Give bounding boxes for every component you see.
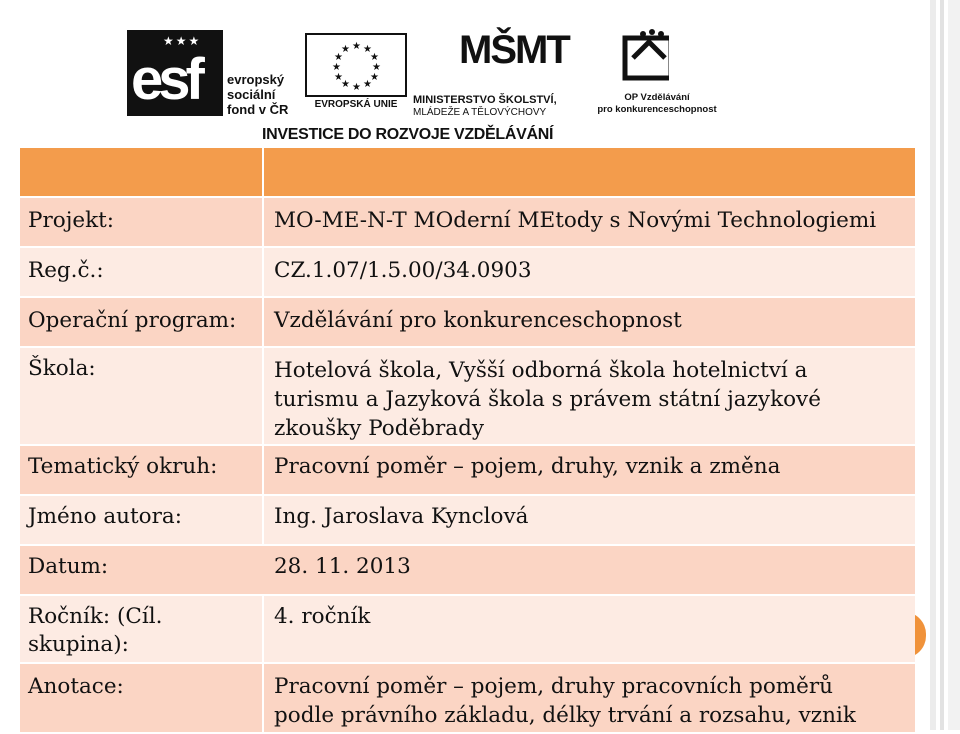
- table-row: [20, 664, 915, 734]
- investice-slogan: INVESTICE DO ROZVOJE VZDĚLÁVÁNÍ: [262, 126, 554, 143]
- table-row: [20, 198, 915, 248]
- row-value: CZ.1.07/1.5.00/34.0903: [274, 258, 532, 283]
- esf-text-line: sociální: [227, 87, 276, 102]
- esf-text-line: evropský: [227, 72, 285, 87]
- border-stripe: [930, 0, 936, 730]
- row-value: MO-ME-N-T MOderní MEtody s Novými Technologiemi: [274, 208, 877, 233]
- svg-text:★: ★: [363, 44, 372, 55]
- op-text-line: pro konkurenceschopnost: [597, 104, 717, 115]
- msmt-mark: MŠMT: [459, 28, 569, 72]
- border-stripe: [940, 0, 944, 730]
- table-row: [20, 446, 915, 496]
- msmt-logo: [413, 28, 591, 116]
- table-row: [20, 596, 915, 664]
- svg-text:★: ★: [370, 72, 379, 83]
- row-value: Hotelová škola, Vyšší odborná škola hotelnictví a: [274, 358, 808, 383]
- svg-text:★: ★: [372, 62, 381, 73]
- table-row: [20, 546, 915, 596]
- row-value: zkoušky Poděbrady: [274, 416, 484, 441]
- table-header-cell: [264, 148, 915, 196]
- svg-text:★: ★: [363, 79, 372, 90]
- table-header-cell: [20, 148, 262, 196]
- svg-text:★: ★: [334, 52, 343, 63]
- eu-flag-icon: [305, 33, 407, 97]
- row-value: turismu a Jazyková škola s právem státní jazykové: [274, 387, 821, 412]
- star-icon: ★★★: [163, 34, 202, 48]
- row-label: Ročník: (Cíl.: [28, 604, 163, 629]
- op-emblem-icon: [619, 28, 681, 84]
- esf-logo: [127, 30, 297, 116]
- table-row: [20, 298, 915, 348]
- esf-text-line: fond v ČR: [227, 102, 289, 117]
- msmt-text-line: MLÁDEŽE A TĚLOVÝCHOVY: [413, 107, 547, 118]
- svg-text:★: ★: [370, 52, 379, 63]
- op-text-line: OP Vzdělávání: [624, 92, 690, 103]
- row-value: Pracovní poměr – pojem, druhy pracovních poměrů: [274, 674, 834, 699]
- msmt-text-line: MINISTERSTVO ŠKOLSTVÍ,: [413, 94, 557, 106]
- row-value: Ing. Jaroslava Kynclová: [274, 504, 529, 529]
- row-label: Projekt:: [28, 208, 114, 233]
- eu-logo: [305, 33, 407, 113]
- row-value: 28. 11. 2013: [274, 554, 411, 579]
- table-header-row: [20, 148, 915, 198]
- row-label: Tematický okruh:: [28, 454, 218, 479]
- row-value: podle právního základu, délky trvání a rozsahu, vznik: [274, 703, 856, 728]
- table-row: [20, 496, 915, 546]
- svg-text:★: ★: [332, 62, 341, 73]
- svg-text:★: ★: [341, 79, 350, 90]
- row-value: Vzdělávání pro konkurenceschopnost: [274, 308, 682, 333]
- svg-text:★: ★: [334, 72, 343, 83]
- table-row: [20, 348, 915, 446]
- eu-label: EVROPSKÁ UNIE: [314, 99, 398, 110]
- svg-text:★: ★: [352, 82, 361, 93]
- esf-logo-mark: esf: [131, 47, 200, 112]
- row-value: 4. ročník: [274, 604, 371, 629]
- row-label: Datum:: [28, 554, 109, 579]
- row-value: Pracovní poměr – pojem, druhy, vznik a změna: [274, 454, 781, 479]
- border-stripe: [948, 0, 960, 730]
- logo-banner: [0, 0, 930, 148]
- row-label: Reg.č.:: [28, 258, 104, 283]
- row-label: skupina):: [28, 632, 129, 657]
- op-logo: [597, 28, 717, 116]
- row-label: Škola:: [28, 356, 96, 381]
- svg-text:★: ★: [341, 44, 350, 55]
- svg-text:★: ★: [352, 41, 361, 52]
- row-label: Jméno autora:: [28, 504, 182, 529]
- row-label: Anotace:: [28, 674, 124, 699]
- table-row: [20, 248, 915, 298]
- row-label: Operační program:: [28, 308, 237, 333]
